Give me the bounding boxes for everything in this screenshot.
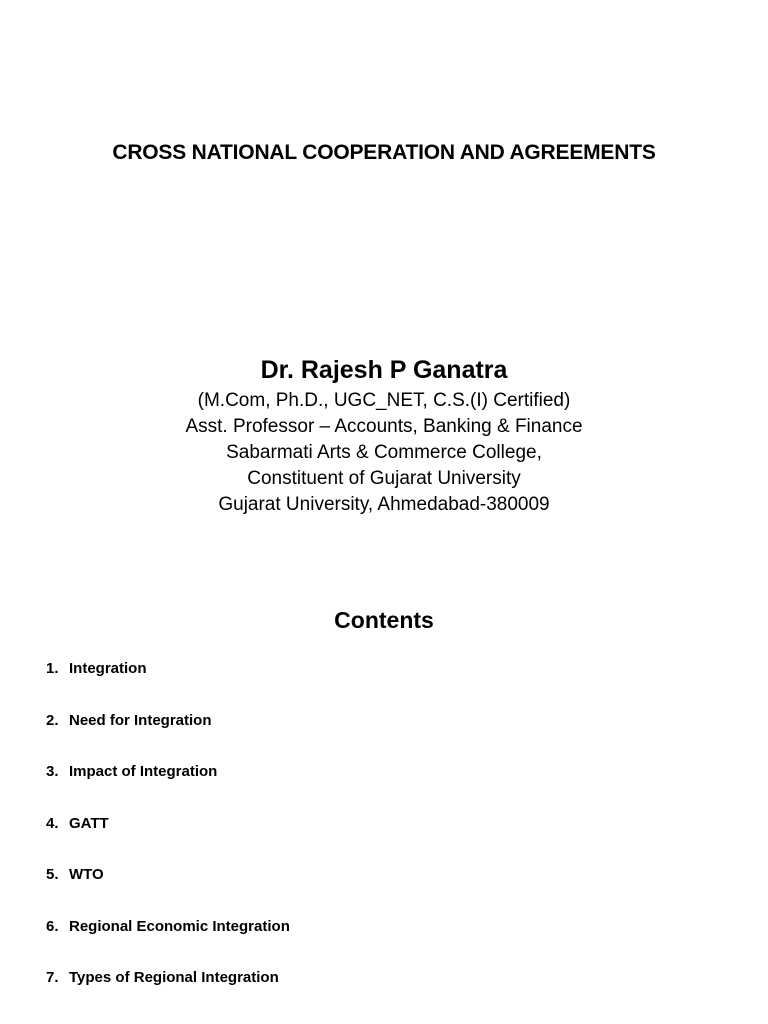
item-label: Impact of Integration [69,763,218,780]
item-label: Integration [69,660,147,677]
item-number: 5. [46,866,59,883]
contents-item [46,814,290,866]
contents-list [46,659,290,1020]
contents-item [46,762,290,814]
item-number: 2. [46,711,59,729]
item-number: 3. [46,763,59,780]
item-label: Regional Economic Integration [69,917,290,935]
item-number: 7. [46,969,59,986]
contents-item [46,711,290,763]
item-label: Types of Regional Integration [69,969,279,986]
author-college: Sabarmati Arts & Commerce College, [226,442,542,463]
author-affiliation: Constituent of Gujarat University [247,468,521,489]
author-name: Dr. Rajesh P Ganatra [260,356,508,384]
item-label: Need for Integration [69,711,212,729]
author-position: Asst. Professor – Accounts, Banking & Finance [185,416,583,437]
contents-item [46,865,290,917]
contents-item [46,968,290,1020]
contents-item [46,917,290,969]
author-block [0,354,768,518]
item-label: GATT [69,814,109,832]
document-title: CROSS NATIONAL COOPERATION AND AGREEMENTS [112,141,656,164]
item-number: 1. [46,660,59,677]
author-address: Gujarat University, Ahmedabad-380009 [218,494,550,515]
contents-heading: Contents [334,607,434,633]
item-number: 6. [46,917,59,935]
author-qualifications: (M.Com, Ph.D., UGC_NET, C.S.(I) Certified) [197,390,571,411]
item-number: 4. [46,814,59,832]
item-label: WTO [69,866,104,883]
contents-item [46,659,290,711]
